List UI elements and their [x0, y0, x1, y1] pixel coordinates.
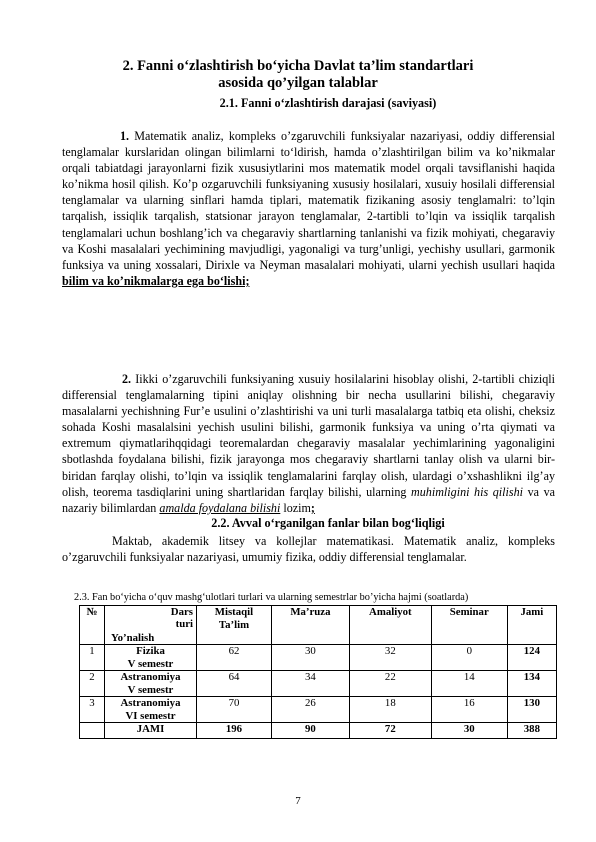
header-seminar: Seminar	[431, 606, 507, 645]
paragraph-2-italic-underlined: amalda foydalana bilishi	[159, 500, 281, 515]
header-jami: Jami	[507, 606, 556, 645]
header-num: №	[80, 606, 105, 645]
row-subject-name: Astranomiya	[120, 697, 181, 709]
total-amaliyot: 72	[349, 723, 431, 739]
total-label: JAMI	[105, 723, 197, 739]
header-lesson-type	[105, 606, 197, 645]
row-semester: V semestr	[127, 657, 174, 670]
hours-table	[79, 605, 557, 739]
subsection-heading-2-1: 2.1. Fanni o‘zlashtirish darajasi (saviyasi)	[219, 96, 437, 110]
header-turi: turi	[175, 618, 193, 630]
paragraph-2-text: Iikki o’zgaruvchili funksiyaning xusuiy hosilalarini hisoblay olishi, 2-tartibli chiziqli differensial tenglamalarning tipini aniqlay olishning bir necha usullarini bilishi, chegaraviy masalalarni yechishning Fur’e usulini o’zlashtirishi va uni turli masalalarga tatbiq eta olishi, cheksiz sohada Koshi masalalsini yechish usulini bilishi, garmonik funksiya va uning o’rta qiymati va extremum qiymatlarihqqidagi teoremalardan chegaraviy masalalar yechimlarining yagonaligini sbotlashda foydalana bilishi, fizik jarayonga mos chegaraviy shartlarni tanlay olish va ularni bir-biridan farqlay olishi, to’lqin va issiqlik tenglamalarini farqlay olish, ulardagi o’xshashlikni ilg’ay olish, teorema tasdiqlarini uning shartlaridan farqlay bilishi, ularning	[62, 372, 555, 499]
row-subject	[105, 645, 197, 671]
paragraph-2-end: ;	[310, 500, 315, 515]
section-heading-line2: asosida qo’yilgan talablar	[218, 75, 378, 91]
total-maruza: 90	[271, 723, 349, 739]
paragraph-2-text2: va va nazariy bilimlardan	[62, 484, 555, 515]
row-mustaqil: 70	[197, 697, 272, 723]
table-caption: 2.3. Fan bo‘yicha o‘quv mashg‘ulotlari turlari va ularning semestrlar bo’yicha hajmi (soatlarda)	[74, 592, 469, 603]
row-jami: 130	[507, 697, 556, 723]
paragraph-3: Maktab, akademik litsey va kollejlar matematikasi. Matematik analiz, kompleks o’zgaruvchili funksiyalar nazariyasi, umumiy fizika, oddiy differensial tenglamalar.	[62, 534, 555, 565]
row-seminar: 14	[431, 671, 507, 697]
row-num: 2	[80, 671, 105, 697]
total-mustaqil: 196	[197, 723, 272, 739]
table-row	[80, 697, 557, 723]
row-maruza: 26	[271, 697, 349, 723]
section-heading-line1: 2. Fanni o‘zlashtirish bo‘yicha Davlat ta’lim standartlari	[122, 58, 474, 74]
header-amaliyot: Amaliyot	[349, 606, 431, 645]
subsection-heading-2-2: 2.2. Avval o‘rganilgan fanlar bilan bog‘liqligi	[211, 516, 445, 530]
row-amaliyot: 22	[349, 671, 431, 697]
paragraph-1-number: 1.	[120, 129, 130, 143]
row-subject	[105, 697, 197, 723]
row-num: 3	[80, 697, 105, 723]
header-mustaqil-line1: Mistaqil	[214, 606, 254, 618]
section-heading	[60, 58, 536, 92]
paragraph-1	[62, 128, 555, 289]
row-jami: 134	[507, 671, 556, 697]
row-num: 1	[80, 645, 105, 671]
row-seminar: 16	[431, 697, 507, 723]
table-row	[80, 671, 557, 697]
row-seminar: 0	[431, 645, 507, 671]
header-mustaqil	[197, 606, 272, 645]
row-subject-name: Fizika	[136, 645, 165, 657]
row-amaliyot: 18	[349, 697, 431, 723]
row-amaliyot: 32	[349, 645, 431, 671]
header-maruza: Ma’ruza	[271, 606, 349, 645]
paragraph-2-text3: lozim	[280, 500, 311, 515]
paragraph-2-number: 2.	[122, 372, 132, 386]
header-mustaqil-line2: Ta’lim	[218, 618, 250, 631]
row-maruza: 34	[271, 671, 349, 697]
row-subject-name: Astranomiya	[120, 671, 181, 683]
row-subject	[105, 671, 197, 697]
paragraph-1-emphasis: bilim va ko’nikmalarga ega bo‘lishi;	[62, 273, 250, 288]
paragraph-2-italic: muhimligini his qilishi	[411, 484, 523, 499]
table-header-row	[80, 606, 557, 645]
table-total-row	[80, 723, 557, 739]
row-jami: 124	[507, 645, 556, 671]
row-semester: V semestr	[127, 683, 174, 696]
total-jami: 388	[507, 723, 556, 739]
header-dars: Dars	[170, 606, 193, 618]
row-mustaqil: 62	[197, 645, 272, 671]
paragraph-2	[62, 371, 555, 516]
row-semester: VI semestr	[125, 709, 176, 722]
page-number: 7	[295, 795, 301, 807]
table-row	[80, 645, 557, 671]
row-maruza: 30	[271, 645, 349, 671]
header-yonalish: Yo’nalish	[111, 632, 155, 644]
total-seminar: 30	[431, 723, 507, 739]
total-num	[80, 723, 105, 739]
paragraph-1-text: Matematik analiz, kompleks o’zgaruvchili funksiyalar nazariyasi, oddiy differensial tenglamalar kurslaridan olingan bilimlarni to‘ldirish, hamda o’zlashtirilgan bilim va ko’nikmalar orqali tabiatdagi jarayonlarni fizik xususiytlarini mos matematik model orqali tavsiflanishi haqida ko’nikma hosil qilish. Ko’p ozgaruvchili funksiyaning xususiy hosilalari, xusuiy hosilali differensial tenglamalar va ularning sinflari hamda tiplari, matematik fizikaning asosiy tenglamalri: to’lqin tarqalish, issiqlik tarqalish, statsionar jarayon tenglamalar, 2-tartibli to’lqin va issiqlik tarqalish tenglamalari uchun boshlang’ich va chegaraviy shartlarning tanlanishi va fizik mohiyati, chegaraviy va Koshi masalalari yechimining mavjudligi, yagonaligi va turg’unligi, yechishy usullari, garmonik funksiya va uning xossalari, Dirixle va Neyman masalalari mohiyati, ularni yechish usullari haqida	[62, 129, 555, 272]
row-mustaqil: 64	[197, 671, 272, 697]
